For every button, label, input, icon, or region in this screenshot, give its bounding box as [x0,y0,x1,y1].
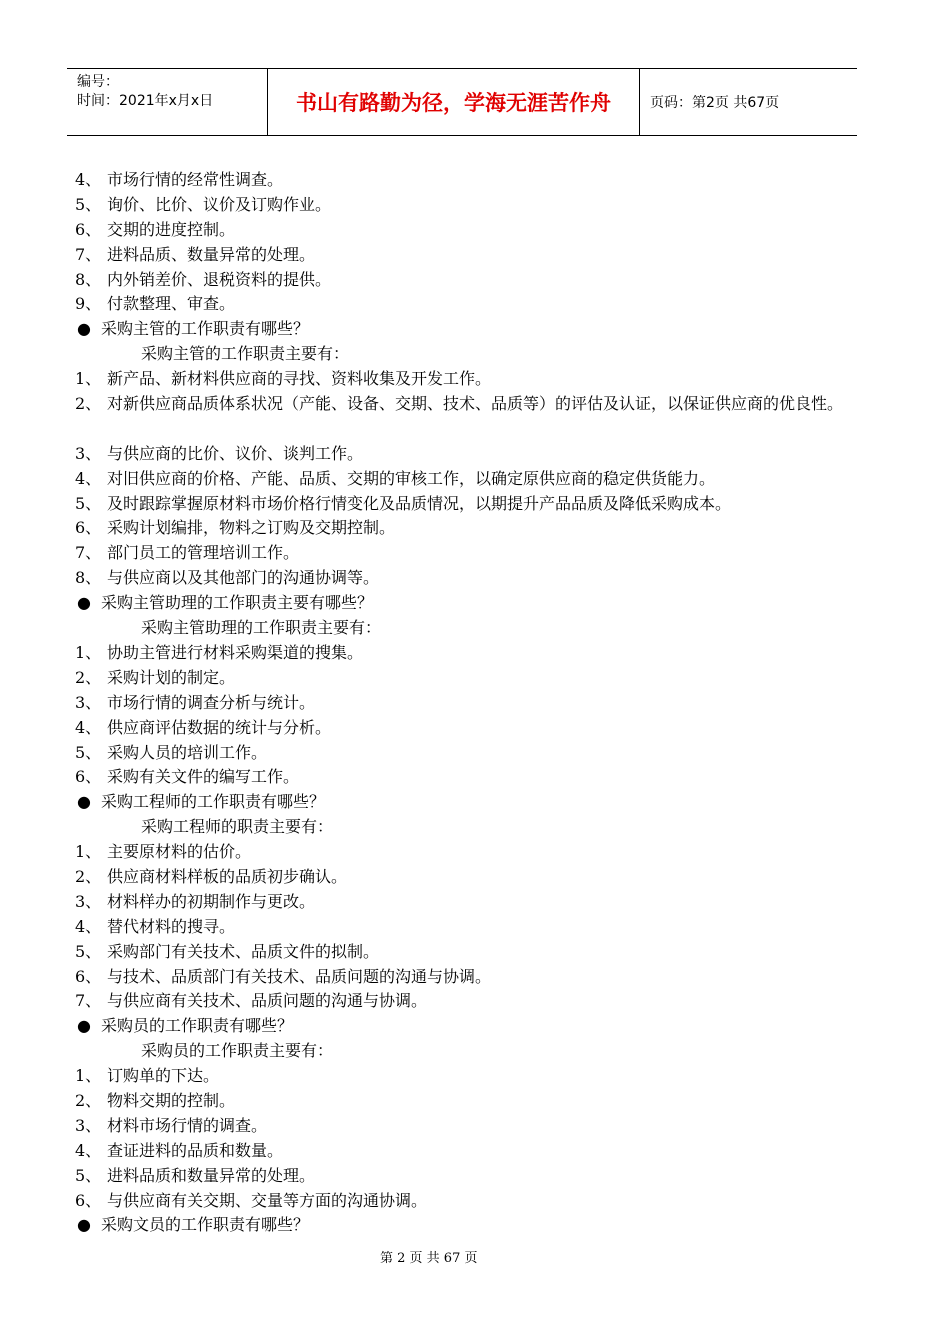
list-item [75,1139,870,1164]
line-text: 采购员的工作职责主要有： [141,1041,334,1061]
list-item [75,965,870,990]
list-item-number: 6、 [75,1190,102,1210]
list-item [75,1189,870,1214]
document-body [75,168,870,1238]
list-item [75,566,870,591]
line-text: 采购文员的工作职责有哪些？ [101,1215,310,1235]
line-text: 采购人员的培训工作。 [107,742,268,762]
list-item-number: 7、 [75,244,102,264]
line-text: 材料样办的初期制作与更改。 [107,891,316,911]
line-text: 采购有关文件的编写工作。 [107,767,300,787]
header-page-info: 页码：第2页 共67页 [650,95,780,111]
list-item-number: 2、 [75,866,102,886]
list-item-number: 3、 [75,1115,102,1135]
page-footer: 第 2 页 共 67 页 [380,1251,478,1266]
list-item [75,516,870,541]
line-text: 协助主管进行材料采购渠道的搜集。 [107,642,364,662]
list-item [75,467,870,492]
section-intro [75,342,870,367]
list-item [75,392,870,442]
list-item [75,1164,870,1189]
list-item [75,765,870,790]
header-meta [67,69,267,135]
list-item-number: 1、 [75,369,102,389]
list-item-number: 4、 [75,1140,102,1160]
line-text: 采购工程师的工作职责有哪些？ [101,792,326,812]
list-item [75,915,870,940]
line-text: 替代材料的搜寻。 [107,916,236,936]
list-item-number: 1、 [75,642,102,662]
line-text: 进料品质和数量异常的处理。 [107,1165,316,1185]
section-question [75,591,870,616]
line-text: 新产品、新材料供应商的寻找、资料收集及开发工作。 [107,369,492,389]
line-text: 采购主管助理的工作职责主要有哪些？ [101,593,374,613]
list-item-number: 2、 [75,1090,102,1110]
line-text: 及时跟踪掌握原材料市场价格行情变化及品质情况，以期提升产品品质及降低采购成本。 [107,493,732,513]
list-item [75,1114,870,1139]
list-item-number: 1、 [75,842,102,862]
list-item-number: 6、 [75,966,102,986]
list-item [75,1089,870,1114]
bullet-icon: ● [77,319,91,339]
bullet-icon: ● [77,792,91,812]
list-item [75,890,870,915]
bullet-icon: ● [77,593,91,613]
list-item-number: 8、 [75,269,102,289]
line-text: 与供应商有关交期、交量等方面的沟通协调。 [107,1190,428,1210]
section-question [75,1213,870,1238]
list-item-number: 3、 [75,891,102,911]
list-item [75,666,870,691]
line-text: 询价、比价、议价及订购作业。 [107,194,332,214]
list-item [75,940,870,965]
line-text: 采购主管助理的工作职责主要有： [141,618,382,638]
line-text: 查证进料的品质和数量。 [107,1140,284,1160]
line-text: 采购计划的制定。 [107,667,236,687]
list-item [75,541,870,566]
bullet-icon: ● [77,1215,91,1235]
line-text: 进料品质、数量异常的处理。 [107,244,316,264]
list-item [75,168,870,193]
list-item-number: 6、 [75,219,102,239]
list-item-number: 9、 [75,294,102,314]
list-item-number: 6、 [75,767,102,787]
list-item-number: 1、 [75,1066,102,1086]
line-text: 订购单的下达。 [107,1066,220,1086]
list-item-number: 5、 [75,742,102,762]
list-item [75,641,870,666]
list-item-number: 7、 [75,543,102,563]
list-item [75,840,870,865]
list-item-number: 4、 [75,170,102,189]
list-item [75,865,870,890]
line-text: 内外销差价、退税资料的提供。 [107,269,332,289]
list-item-number: 5、 [75,194,102,214]
list-item-number: 5、 [75,941,102,961]
section-intro [75,1039,870,1064]
list-item-number: 3、 [75,692,102,712]
line-text: 采购主管的工作职责主要有： [141,344,350,364]
list-item-number: 2、 [75,394,102,414]
list-item [75,716,870,741]
line-text: 采购部门有关技术、品质文件的拟制。 [107,941,380,961]
list-item-number: 4、 [75,916,102,936]
line-text: 与供应商有关技术、品质问题的沟通与协调。 [107,991,428,1011]
line-text: 供应商材料样板的品质初步确认。 [107,866,348,886]
line-text: 供应商评估数据的统计与分析。 [107,717,332,737]
list-item [75,243,870,268]
section-intro [75,616,870,641]
list-item [75,1064,870,1089]
list-item [75,193,870,218]
list-item-number: 5、 [75,1165,102,1185]
section-question [75,317,870,342]
section-question [75,1014,870,1039]
line-text: 主要原材料的估价。 [107,842,252,862]
line-text: 采购主管的工作职责有哪些？ [101,319,310,339]
list-item [75,989,870,1014]
list-item [75,367,870,392]
list-item [75,442,870,467]
line-text: 市场行情的调查分析与统计。 [107,692,316,712]
line-text: 与技术、品质部门有关技术、品质问题的沟通与协调。 [107,966,492,986]
bullet-icon: ● [77,1016,91,1036]
list-item-number: 4、 [75,717,102,737]
list-item-number: 6、 [75,518,102,538]
line-text: 物料交期的控制。 [107,1090,236,1110]
section-intro [75,815,870,840]
line-text: 与供应商的比价、议价、谈判工作。 [107,443,364,463]
list-item [75,268,870,293]
page-header [67,68,857,136]
line-text: 交期的进度控制。 [107,219,236,239]
line-text: 对旧供应商的价格、产能、品质、交期的审核工作，以确定原供应商的稳定供货能力。 [107,468,716,488]
line-text: 对新供应商品质体系状况（产能、设备、交期、技术、品质等）的评估及认证，以保证供应商的优良性。 [107,394,844,414]
list-item [75,741,870,766]
document-number-label: 编号： [77,74,119,90]
list-item-number: 8、 [75,568,102,588]
list-item-number: 5、 [75,493,102,513]
header-motto: 书山有路勤为径，学海无涯苦作舟 [267,69,640,135]
line-text: 材料市场行情的调查。 [107,1115,268,1135]
document-time: 时间：2021年x月x日 [77,93,214,109]
list-item [75,492,870,517]
line-text: 部门员工的管理培训工作。 [107,543,300,563]
line-text: 采购员的工作职责有哪些？ [101,1016,294,1036]
list-item [75,691,870,716]
list-item-number: 7、 [75,991,102,1011]
section-question [75,790,870,815]
line-text: 付款整理、审查。 [107,294,236,314]
line-text: 采购工程师的职责主要有： [141,817,334,837]
list-item [75,218,870,243]
line-text: 市场行情的经常性调查。 [107,170,284,189]
line-text: 与供应商以及其他部门的沟通协调等。 [107,568,380,588]
list-item-number: 2、 [75,667,102,687]
list-item [75,292,870,317]
line-text: 采购计划编排，物料之订购及交期控制。 [107,518,396,538]
list-item-number: 4、 [75,468,102,488]
list-item-number: 3、 [75,443,102,463]
